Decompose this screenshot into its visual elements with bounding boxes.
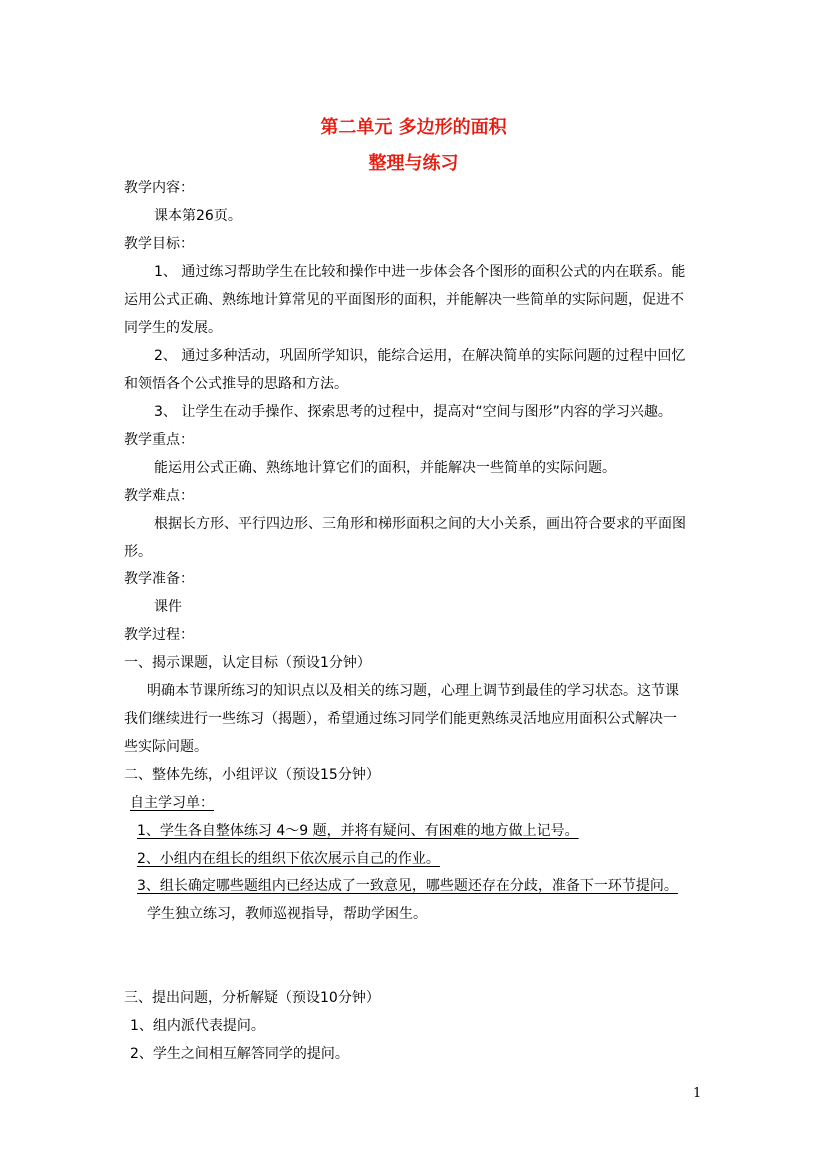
step-3-item-2: 2、学生之间相互解答同学的提问。 [130,1046,349,1062]
step-1-line-3: 些实际问题。 [124,739,208,755]
self-study-heading: 自主学习单： [130,795,214,811]
step-3-heading: 三、提出问题，分析解疑（预设10分钟） [124,990,380,1006]
step-1-heading: 一、揭示课题，认定目标（预设1分钟） [124,655,371,671]
step-1-line-2: 我们继续进行一些练习（揭题），希望通过练习同学们能更熟练灵活地应用面积公式解决一 [124,711,677,727]
difficulties-heading: 教学难点： [124,488,194,504]
goal-1-line-3: 同学生的发展。 [124,320,222,336]
difficulties-line-2: 形。 [124,544,152,560]
step-3-item-1: 1、组内派代表提问。 [130,1018,265,1034]
step-2-heading: 二、整体先练，小组评议（预设15分钟） [124,767,380,783]
difficulties-line-1: 根据长方形、平行四边形、三角形和梯形面积之间的大小关系，画出符合要求的平面图 [154,516,686,532]
goals-heading: 教学目标： [124,236,194,252]
document-title: 第二单元 多边形的面积 [320,117,507,138]
key-points-heading: 教学重点： [124,432,194,448]
goal-2-line-2: 和领悟各个公式推导的思路和方法。 [124,376,348,392]
goal-1-line-1: 1、 通过练习帮助学生在比较和操作中进一步体会各个图形的面积公式的内在联系。能 [154,264,686,280]
page-number: 1 [693,1086,702,1101]
document-subtitle: 整理与练习 [368,153,459,174]
goal-1-line-2: 运用公式正确、熟练地计算常见的平面图形的面积，并能解决一些简单的实际问题，促进不 [124,292,684,308]
goal-2-line-1: 2、 通过多种活动，巩固所学知识，能综合运用，在解决简单的实际问题的过程中回忆 [154,348,686,364]
self-study-item-1: 1、学生各自整体练习 4～9 题，并将有疑问、有困难的地方做上记号。 [137,823,579,839]
self-study-item-3: 3、组长确定哪些题组内已经达成了一致意见，哪些题还存在分歧，准备下一环节提问。 [137,878,678,894]
step-1-line-1: 明确本节课所练习的知识点以及相关的练习题，心理上调节到最佳的学习状态。这节课 [147,683,679,699]
goal-3: 3、 让学生在动手操作、探索思考的过程中，提高对“空间与图形”内容的学习兴趣。 [154,404,672,420]
process-heading: 教学过程： [124,627,194,643]
step-2-note: 学生独立练习，教师巡视指导，帮助学困生。 [147,906,427,922]
preparation-heading: 教学准备： [124,571,194,587]
content-heading: 教学内容： [124,180,194,196]
content-text: 课本第26页。 [154,208,242,224]
self-study-item-2: 2、小组内在组长的组织下依次展示自己的作业。 [137,851,440,867]
key-points-text: 能运用公式正确、熟练地计算它们的面积，并能解决一些简单的实际问题。 [154,460,616,476]
preparation-text: 课件 [154,599,182,615]
